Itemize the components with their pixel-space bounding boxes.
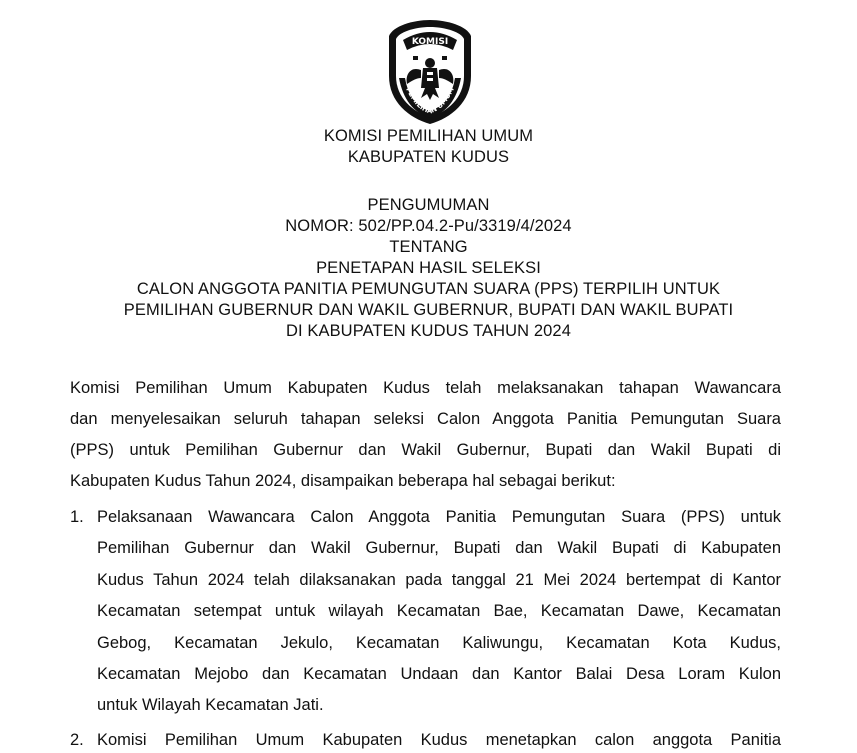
list-item-line: Kecamatan Mejobo dan Kecamatan Undaan dan Kantor Balai Desa Loram Kulon [97,665,781,684]
list-item-number: 2. [70,730,84,749]
intro-paragraph [70,373,781,497]
announcement-subject-3: PEMILIHAN GUBERNUR DAN WAKIL GUBERNUR, BUPATI DAN WAKIL BUPATI [123,301,734,319]
organization-header [0,126,857,168]
announcement-subject-1: PENETAPAN HASIL SELEKSI [316,259,541,277]
list-item-line: Pemilihan Gubernur dan Wakil Gubernur, Bupati dan Wakil Bupati di Kabupaten [97,539,781,558]
intro-line: (PPS) untuk Pemilihan Gubernur dan Wakil Gubernur, Bupati dan Wakil Bupati di [70,441,781,459]
logo-text-bottom: PEMILIHAN UMUM [404,86,456,116]
list-item-line: Gebog, Kecamatan Jekulo, Kecamatan Kaliwungu, Kecamatan Kota Kudus, [97,633,781,652]
intro-line: dan menyelesaikan seluruh tahapan seleksi Calon Anggota Panitia Pemungutan Suara [70,410,781,428]
list-item-line: Komisi Pemilihan Umum Kabupaten Kudus menetapkan calon anggota Panitia [97,730,781,749]
intro-line: Komisi Pemilihan Umum Kabupaten Kudus telah melaksanakan tahapan Wawancara [70,379,781,397]
logo-text-top: KOMISI [411,37,449,47]
list-item-number: 1. [70,508,84,526]
announcement-subject-4: DI KABUPATEN KUDUS TAHUN 2024 [285,322,571,340]
list-item [70,725,781,753]
kpu-emblem-icon [385,18,475,126]
org-name: KOMISI PEMILIHAN UMUM [323,127,534,145]
announcement-number: NOMOR: 502/PP.04.2-Pu/3319/4/2024 [285,217,572,235]
announcement-about: TENTANG [389,238,468,256]
list-item-line: untuk Wilayah Kecamatan Jati. [97,696,324,715]
list-item-line: Kecamatan setempat untuk wilayah Kecamatan Bae, Kecamatan Dawe, Kecamatan [97,602,781,621]
list-item-line: Pelaksanaan Wawancara Calon Anggota Panitia Pemungutan Suara (PPS) untuk [97,508,781,526]
org-region: KABUPATEN KUDUS [347,148,510,166]
list-item-line: Kudus Tahun 2024 telah dilaksanakan pada tanggal 21 Mei 2024 bertempat di Kantor [97,570,781,589]
numbered-list [70,502,781,753]
intro-line: Kabupaten Kudus Tahun 2024, disampaikan beberapa hal sebagai berikut: [70,472,616,490]
announcement-header [0,195,857,342]
list-item [70,502,781,722]
announcement-title: PENGUMUMAN [367,196,490,214]
announcement-subject-2: CALON ANGGOTA PANITIA PEMUNGUTAN SUARA (PPS) TERPILIH UNTUK [136,280,721,298]
